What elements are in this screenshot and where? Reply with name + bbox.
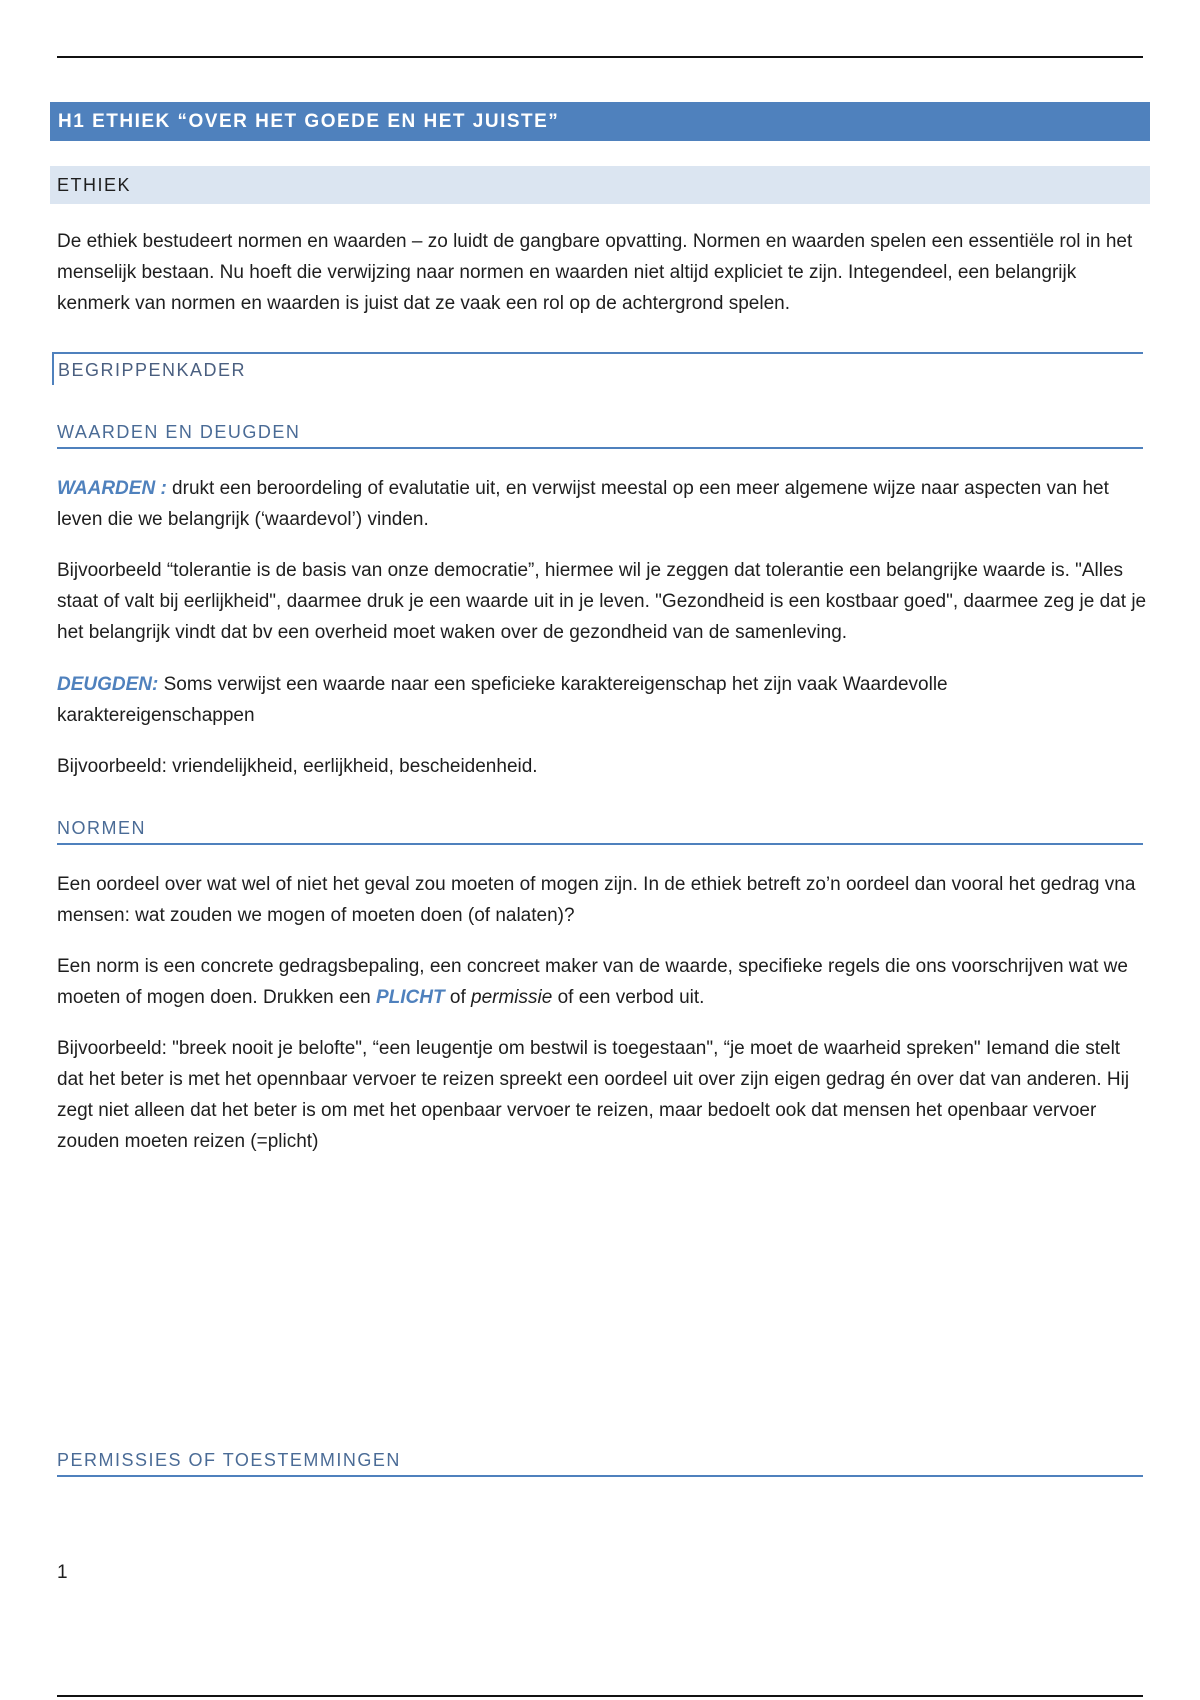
page-bottom-rule (57, 1695, 1143, 1697)
term-permissie: permissie (471, 987, 553, 1008)
chapter-heading: H1 ETHIEK “OVER HET GOEDE EN HET JUISTE” (50, 102, 1150, 141)
page-top-rule (57, 56, 1143, 58)
paragraph-deugden-definition (57, 669, 1147, 731)
norm-text-part-2: of (444, 987, 471, 1008)
norm-text-part-1: Een norm is een concrete gedragsbepaling, een concreet maker van de waarde, specifieke regels die ons voorschrijven wat we moeten of mogen doen. Drukken een (57, 956, 1128, 1008)
heading-waarden-en-deugden: WAARDEN EN DEUGDEN (57, 422, 1143, 449)
paragraph-waarden-definition (57, 473, 1147, 535)
paragraph-normen-example: Bijvoorbeeld: "breek nooit je belofte", “een leugentje om bestwil is toegestaan", “je moet de waarheid spreken" Iemand die stelt dat het beter is met het opennbaar vervoer te reizen spreekt een oordeel uit over zijn eigen gedrag én over dat van anderen. Hij zegt niet alleen dat het beter is om met het openbaar vervoer te reizen, maar bedoelt ook dat mensen het openbaar vervoer zouden moeten reizen (=plicht) (57, 1038, 1130, 1152)
paragraph-deugden-example: Bijvoorbeeld: vriendelijkheid, eerlijkheid, bescheidenheid. (57, 756, 538, 777)
paragraph-normen-definition: Een oordeel over wat wel of niet het geval zou moeten of mogen zijn. In de ethiek betreft zo’n oordeel dan vooral het gedrag vna mensen: wat zouden we mogen of moeten doen (of nalaten)? (57, 874, 1136, 926)
section-heading-ethiek: ETHIEK (50, 166, 1150, 204)
intro-paragraph: De ethiek bestudeert normen en waarden – zo luidt de gangbare opvatting. Normen en waarden spelen een essentiële rol in het menselijk bestaan. Nu hoeft die verwijzing naar normen en waarden niet altijd expliciet te zijn. Integendeel, een belangrijk kenmerk van normen en waarden is juist dat ze vaak een rol op de achtergrond spelen. (57, 231, 1133, 314)
page-number: 1 (57, 1562, 68, 1583)
heading-normen: NORMEN (57, 818, 1143, 845)
term-plicht: PLICHT (375, 987, 445, 1008)
term-deugden: DEUGDEN: (57, 674, 159, 695)
norm-text-part-3: of een verbod uit. (552, 987, 705, 1008)
paragraph-norm-explanation (57, 951, 1147, 1013)
paragraph-waarden-example: Bijvoorbeeld “tolerantie is de basis van onze democratie”, hiermee wil je zeggen dat tolerantie een belangrijke waarde is. "Alles staat of valt bij eerlijkheid", daarmee druk je een waarde uit in je leven. "Gezondheid is een kostbaar goed", daarmee zeg je dat je het belangrijk vindt dat bv een overheid moet waken over de gezondheid van de samenleving. (57, 560, 1147, 643)
subsection-heading-begrippenkader: BEGRIPPENKADER (52, 352, 1143, 385)
deugden-definition-text: Soms verwijst een waarde naar een speficieke karaktereigenschap het zijn vaak Waardevolle karaktereigenschappen (57, 674, 948, 726)
term-waarden: WAARDEN : (57, 478, 167, 499)
waarden-definition-text: drukt een beroordeling of evalutatie uit, en verwijst meestal op een meer algemene wijze naar aspecten van het leven die we belangrijk (‘waardevol’) vinden. (57, 478, 1109, 530)
heading-permissies: PERMISSIES OF TOESTEMMINGEN (57, 1450, 1143, 1477)
